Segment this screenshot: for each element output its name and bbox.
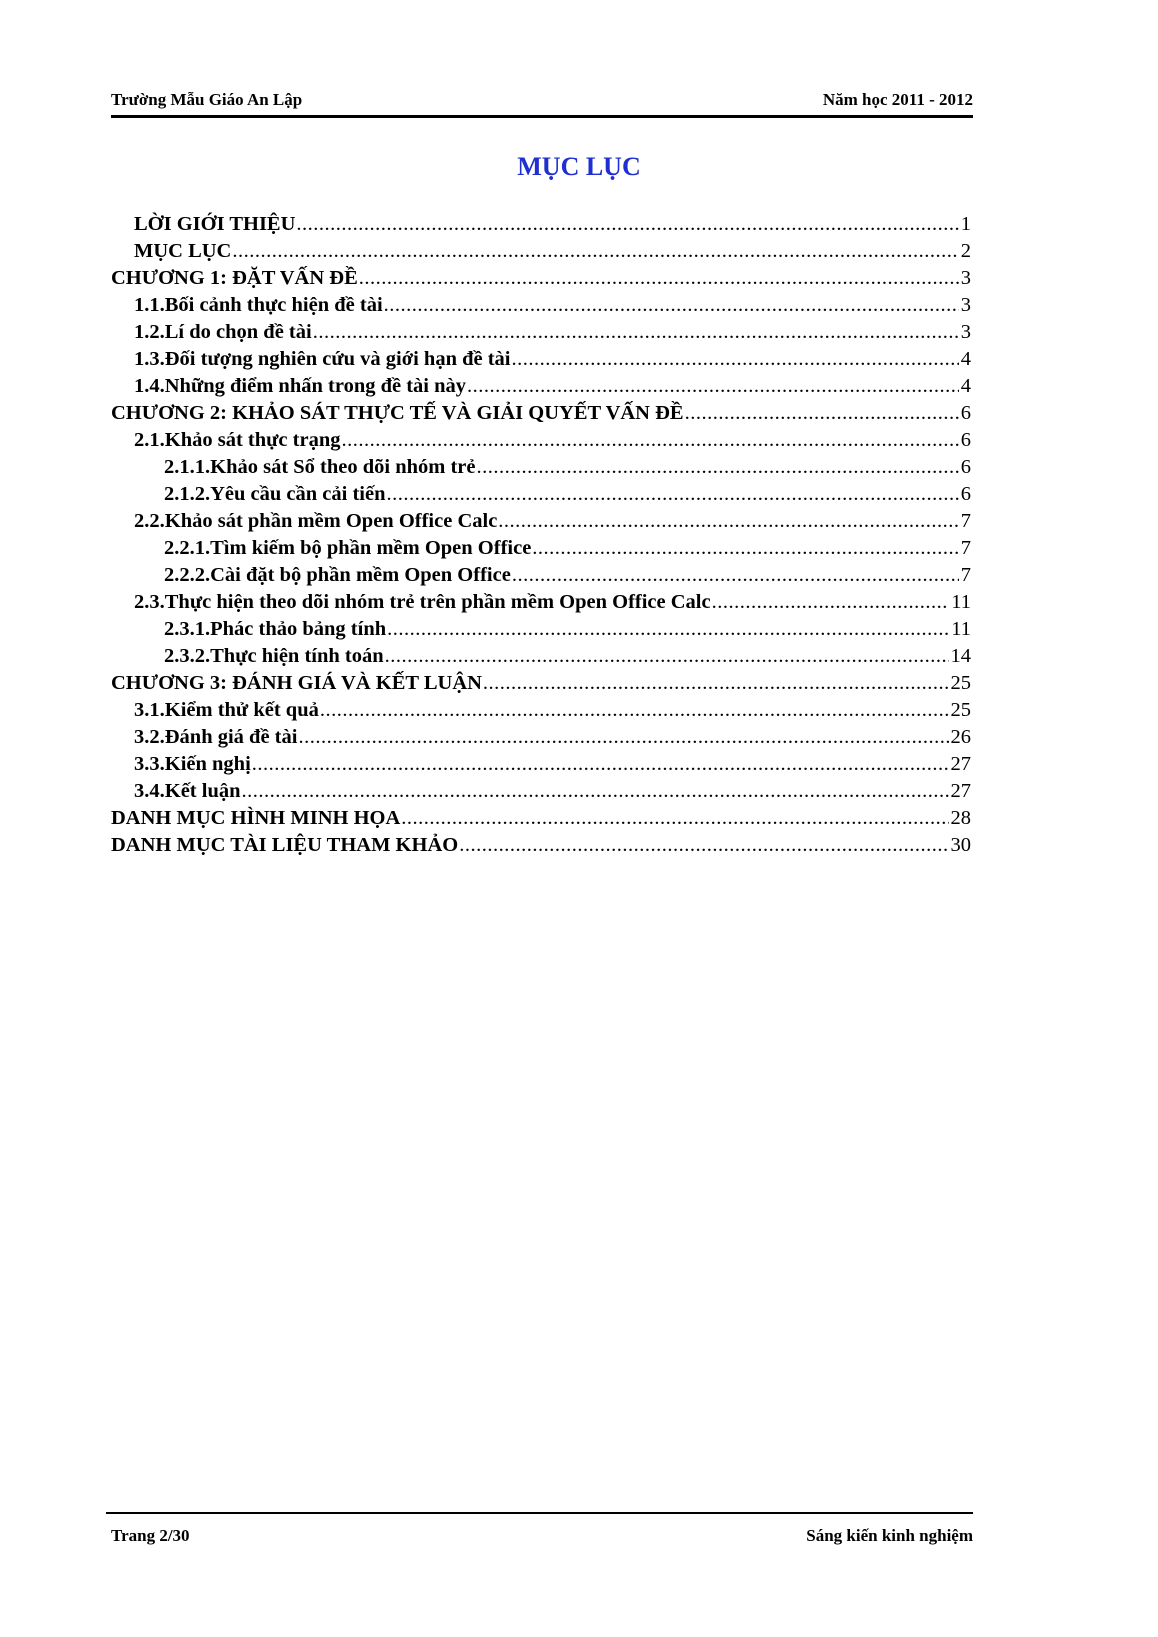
toc-entry-page: 26 <box>950 726 971 748</box>
toc-entry-number: 1.1. <box>134 294 165 316</box>
toc-entry-page: 4 <box>960 348 971 370</box>
toc-entry[interactable] <box>111 400 971 427</box>
toc-entry[interactable] <box>111 454 971 481</box>
toc-entry-page: 7 <box>960 510 971 532</box>
toc-entry[interactable] <box>111 751 971 778</box>
toc-entry-page: 6 <box>960 456 971 478</box>
toc-entry-title: Tìm kiếm bộ phần mềm Open Office <box>210 537 532 559</box>
toc-entry[interactable] <box>111 589 971 616</box>
toc-entry-number: 2.2.1. <box>164 537 211 559</box>
toc-entry-page: 2 <box>960 240 971 262</box>
toc-entry-page: 7 <box>960 537 971 559</box>
toc-entry-title: Cài đặt bộ phần mềm Open Office <box>210 564 511 586</box>
toc-entry-page: 4 <box>960 375 971 397</box>
school-year: Năm học 2011 - 2012 <box>822 90 973 109</box>
toc-entry[interactable] <box>111 265 971 292</box>
toc-entry-title: Đối tượng nghiên cứu và giới hạn đề tài <box>164 348 511 370</box>
toc-leader-dots <box>512 562 959 589</box>
toc-leader-dots <box>483 670 949 697</box>
toc-entry-title: DANH MỤC TÀI LIỆU THAM KHẢO <box>111 834 459 856</box>
toc-entry[interactable] <box>111 238 971 265</box>
toc-entry[interactable] <box>111 643 971 670</box>
toc-entry[interactable] <box>111 778 971 805</box>
toc-entry-title: DANH MỤC HÌNH MINH HỌA <box>111 807 401 829</box>
toc-entry-page: 28 <box>950 807 971 829</box>
toc-entry-title: CHƯƠNG 3: ĐÁNH GIÁ VÀ KẾT LUẬN <box>111 672 482 694</box>
toc-leader-dots <box>298 724 948 751</box>
toc-leader-dots <box>242 778 949 805</box>
toc-entry-title: Kết luận <box>164 780 241 802</box>
toc-entry[interactable] <box>111 535 971 562</box>
toc-entry-number: 2.3.1. <box>164 618 211 640</box>
toc-entry-number: 3.1. <box>134 699 165 721</box>
toc-entry-title: Kiến nghị <box>164 753 251 775</box>
toc-leader-dots <box>359 265 959 292</box>
toc-entry-page: 27 <box>950 780 971 802</box>
page-header <box>111 86 973 116</box>
toc-entry-number: 1.3. <box>134 348 165 370</box>
toc-leader-dots <box>384 292 959 319</box>
toc-entry-title: Đánh giá đề tài <box>164 726 298 748</box>
toc-entry-number: 2.2.2. <box>164 564 211 586</box>
toc-entry-number: 3.4. <box>134 780 165 802</box>
toc-entry-page: 14 <box>950 645 971 667</box>
toc-entry-title: Yêu cầu cần cải tiến <box>210 483 386 505</box>
toc-entry[interactable] <box>111 319 971 346</box>
toc-entry[interactable] <box>111 481 971 508</box>
toc-entry-page: 25 <box>950 672 971 694</box>
toc-entry[interactable] <box>111 805 971 832</box>
toc-entry[interactable] <box>111 562 971 589</box>
page-title: MỤC LỤC <box>517 152 641 181</box>
toc-entry[interactable] <box>111 616 971 643</box>
toc-entry-page: 7 <box>960 564 971 586</box>
toc-entry-title: Khảo sát Sổ theo dõi nhóm trẻ <box>210 456 476 478</box>
toc-entry-page: 6 <box>960 483 971 505</box>
toc-entry-page: 11 <box>951 618 971 640</box>
toc-entry-title: Lí do chọn đề tài <box>164 321 312 343</box>
toc-entry-title: Khảo sát thực trạng <box>164 429 341 451</box>
toc-entry-title: Phác thảo bảng tính <box>210 618 387 640</box>
toc-leader-dots <box>385 643 949 670</box>
toc-leader-dots <box>232 238 958 265</box>
toc-entry[interactable] <box>111 508 971 535</box>
toc-entry-title: LỜI GIỚI THIỆU <box>134 213 296 235</box>
toc-leader-dots <box>685 400 959 427</box>
toc-entry-number: 2.3.2. <box>164 645 211 667</box>
toc-leader-dots <box>296 211 958 238</box>
toc-entry[interactable] <box>111 832 971 859</box>
toc-leader-dots <box>313 319 959 346</box>
toc-entry-number: 2.1. <box>134 429 165 451</box>
toc-leader-dots <box>512 346 959 373</box>
toc-leader-dots <box>459 832 948 859</box>
toc-entry-number: 3.2. <box>134 726 165 748</box>
toc-entry-number: 1.4. <box>134 375 165 397</box>
toc-entry[interactable] <box>111 670 971 697</box>
toc-entry-title: Kiểm thử kết quả <box>164 699 319 721</box>
toc-entry-title: Thực hiện tính toán <box>210 645 384 667</box>
toc-entry-page: 3 <box>960 321 971 343</box>
toc-entry-number: 2.1.1. <box>164 456 211 478</box>
toc-entry-page: 6 <box>960 429 971 451</box>
footer-divider <box>106 1512 973 1514</box>
toc-leader-dots <box>401 805 948 832</box>
toc-entry[interactable] <box>111 427 971 454</box>
toc-leader-dots <box>712 589 950 616</box>
document-type: Sáng kiến kinh nghiệm <box>806 1526 973 1545</box>
toc-entry[interactable] <box>111 292 971 319</box>
toc-entry-page: 25 <box>950 699 971 721</box>
toc-entry-number: 2.2. <box>134 510 165 532</box>
toc-leader-dots <box>498 508 958 535</box>
toc-entry-title: Thực hiện theo dõi nhóm trẻ trên phần mềm Open Office Calc <box>164 591 711 613</box>
table-of-contents <box>111 211 971 859</box>
toc-entry-number: 2.1.2. <box>164 483 211 505</box>
toc-entry-page: 1 <box>960 213 971 235</box>
header-divider <box>111 115 973 118</box>
toc-leader-dots <box>532 535 958 562</box>
toc-entry-number: 1.2. <box>134 321 165 343</box>
page-footer <box>111 1520 973 1550</box>
toc-entry-title: MỤC LỤC <box>134 240 232 262</box>
toc-entry-title: CHƯƠNG 1: ĐẶT VẤN ĐỀ <box>111 267 358 289</box>
toc-entry-page: 27 <box>950 753 971 775</box>
toc-leader-dots <box>387 481 959 508</box>
toc-entry[interactable] <box>111 211 971 238</box>
toc-leader-dots <box>341 427 958 454</box>
toc-leader-dots <box>467 373 959 400</box>
toc-leader-dots <box>320 697 949 724</box>
toc-entry-number: 3.3. <box>134 753 165 775</box>
toc-entry-page: 3 <box>960 267 971 289</box>
toc-entry[interactable] <box>111 373 971 400</box>
toc-entry-title: Khảo sát phần mềm Open Office Calc <box>164 510 498 532</box>
toc-leader-dots <box>252 751 949 778</box>
toc-entry-title: Những điểm nhấn trong đề tài này <box>164 375 467 397</box>
toc-entry-page: 30 <box>950 834 971 856</box>
toc-entry[interactable] <box>111 724 971 751</box>
toc-entry[interactable] <box>111 697 971 724</box>
page-number: Trang 2/30 <box>111 1526 190 1545</box>
toc-leader-dots <box>477 454 959 481</box>
school-name: Trường Mẫu Giáo An Lập <box>111 90 303 109</box>
toc-entry-title: CHƯƠNG 2: KHẢO SÁT THỰC TẾ VÀ GIẢI QUYẾT VẤN ĐỀ <box>111 402 684 424</box>
toc-leader-dots <box>387 616 949 643</box>
toc-entry-page: 6 <box>960 402 971 424</box>
toc-entry-title: Bối cảnh thực hiện đề tài <box>164 294 383 316</box>
toc-entry[interactable] <box>111 346 971 373</box>
toc-entry-number: 2.3. <box>134 591 165 613</box>
toc-entry-page: 3 <box>960 294 971 316</box>
toc-entry-page: 11 <box>951 591 971 613</box>
